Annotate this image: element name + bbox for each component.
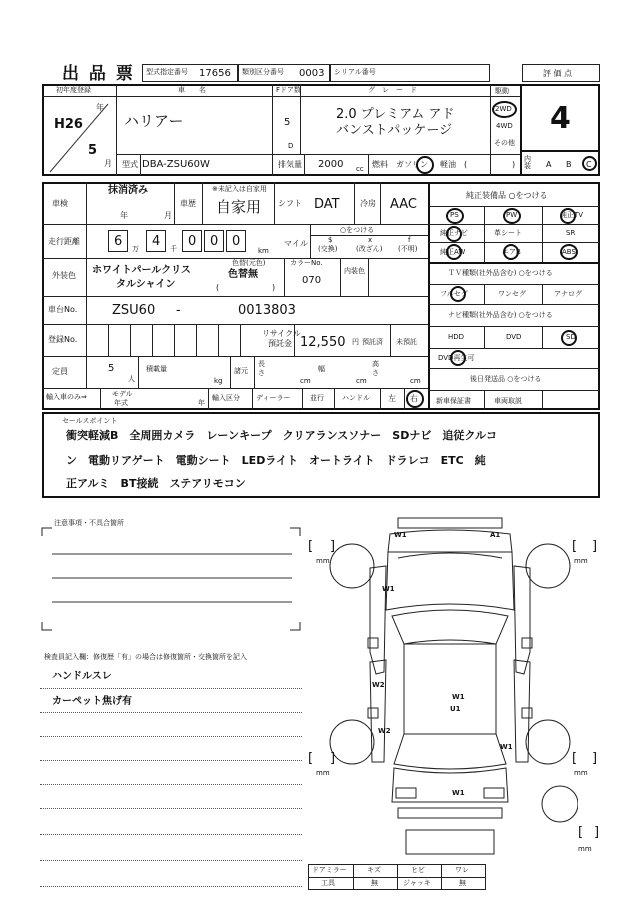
damage-mark: W1	[452, 693, 465, 701]
model-cert-label: 型式指定番号	[146, 68, 188, 76]
score-label-box	[522, 64, 600, 82]
form-title: 出 品 票	[62, 64, 135, 84]
tv-oneseg[interactable]: ワンセグ	[498, 290, 526, 298]
drive-2wd[interactable]: 2WD	[495, 105, 512, 113]
history-note: ※未記入は自家用	[212, 185, 267, 193]
length-unit: cm	[300, 377, 311, 385]
month-label: 月	[104, 159, 112, 168]
option-circle	[446, 208, 464, 224]
caution-label: 注意事項・不具合箇所	[54, 519, 124, 527]
tire-unit-rl: mm	[316, 769, 330, 777]
option-circle	[503, 244, 519, 260]
inspection-year: 年	[120, 211, 128, 220]
import-label: 輸入車のみ⇒	[46, 393, 87, 401]
model-label: 型式	[122, 160, 138, 169]
tv-selected-circle	[450, 286, 466, 302]
repaint-paren-open: (	[216, 283, 220, 292]
repaint-label: 色替(元色)	[232, 259, 266, 267]
mileage-unit-sen: 千	[170, 245, 177, 253]
grade-line2: バンストパッケージ	[336, 123, 453, 138]
option-genuine-tv[interactable]: 純正TV	[560, 211, 584, 219]
chassis-value1: ZSU60	[112, 303, 156, 318]
doors-suffix: D	[288, 142, 294, 150]
option-circle	[503, 208, 521, 224]
dvd-selected-circle	[450, 350, 466, 366]
fuel-other-close: )	[512, 160, 516, 169]
import-parallel[interactable]: 並行	[310, 394, 324, 402]
class-value: 0003	[299, 68, 325, 79]
option-genuine-aw[interactable]: 純正AW	[440, 248, 466, 256]
table-header: ワレ	[455, 866, 469, 874]
color-no-label: カラーNo.	[290, 259, 323, 267]
option-pw[interactable]: PW	[506, 211, 518, 219]
inspector-note-1: ハンドルスレ	[52, 671, 112, 682]
damage-mark: W1	[452, 789, 465, 797]
size-label: 諸元	[234, 367, 248, 375]
damage-mark: W2	[378, 727, 391, 735]
handle-label: ハンドル	[342, 394, 370, 402]
option-leather[interactable]: 革シート	[494, 229, 522, 237]
interior-selected-circle	[582, 156, 597, 171]
fuel-diesel[interactable]: 軽油	[440, 160, 456, 169]
tire-bracket-rl-open: [	[308, 751, 314, 766]
color-no-value: 070	[302, 275, 322, 286]
load-unit: kg	[214, 377, 223, 385]
capacity-value: 5	[108, 363, 115, 374]
mileage-unit-km: km	[258, 247, 269, 255]
option-circle	[446, 226, 462, 242]
sales-label: セールスポイント	[62, 417, 118, 425]
inspection-label: 車検	[52, 199, 68, 208]
mileage-digit-box	[226, 230, 246, 252]
mileage-digit-box	[182, 230, 202, 252]
damage-mark: A1	[490, 531, 501, 539]
interior-label: 内装	[524, 155, 531, 170]
mileage-digit: 6	[114, 234, 123, 249]
tire-unit-rr: mm	[574, 769, 588, 777]
model-year-label1: モデル	[112, 390, 133, 398]
tire-bracket-rr-close: ]	[592, 751, 598, 766]
meter-exchange[interactable]: (交換)	[318, 245, 338, 253]
option-circle	[560, 244, 578, 260]
tv-label: ＴＶ種類(社外品含む) ○をつける	[448, 269, 553, 277]
displacement-value: 2000	[318, 159, 344, 170]
option-ps[interactable]: PS	[450, 211, 459, 219]
sales-line2: ン 電動リアゲート 電動シート LEDライト オートライト ドラレコ ETC 純	[66, 454, 486, 467]
grade-label: グ レ ー ド	[368, 86, 417, 94]
load-label: 積載量	[146, 365, 167, 373]
option-circle	[560, 208, 576, 224]
navi-dvd[interactable]: DVD	[506, 333, 522, 341]
grade-line1: 2.0 プレミアム アド	[336, 107, 455, 122]
mileage-digit: 0	[188, 234, 197, 249]
recycle-paid[interactable]: 預託済	[362, 338, 383, 346]
displacement-label: 排気量	[278, 160, 302, 169]
mileage-digit-box	[108, 230, 128, 252]
mileage-unit-man: 万	[132, 245, 139, 253]
damage-mark: W1	[382, 585, 395, 593]
mileage-digit: 4	[152, 234, 161, 249]
displacement-unit: cc	[356, 165, 364, 173]
table-cell: ジャッキ	[403, 879, 431, 887]
interior-c[interactable]: C	[586, 160, 592, 169]
doors-value: 5	[284, 117, 291, 128]
option-circle	[446, 244, 462, 260]
import-dealer[interactable]: ディーラー	[256, 394, 291, 402]
width-unit: cm	[356, 377, 367, 385]
equipment-table	[308, 864, 486, 890]
tire-bracket-spare-close: ]	[594, 825, 600, 840]
mileage-digit-box	[146, 230, 166, 252]
damage-mark: W1	[500, 743, 513, 751]
table-cell: 工具	[321, 879, 335, 887]
interior-color-label: 内装色	[344, 267, 365, 275]
mileage-label: 走行距離	[48, 237, 80, 246]
damage-mark: W2	[372, 681, 385, 689]
date-divider-icon	[42, 96, 116, 176]
shift-value: DAT	[314, 197, 340, 212]
inspection-value: 抹消済み	[108, 185, 148, 196]
repaint-paren-close: )	[272, 283, 276, 292]
sales-line3: 正アルミ BT接続 ステアリモコン	[66, 477, 246, 490]
vehicle-name: ハリアー	[124, 112, 184, 130]
tire-bracket-rl-close: ]	[330, 751, 336, 766]
drive-selected-circle	[492, 101, 517, 118]
table-cell: 無	[459, 879, 466, 887]
serial-box	[330, 64, 490, 82]
chassis-value2: 0013803	[238, 303, 296, 318]
interior-a[interactable]: A	[546, 160, 552, 169]
model-year-label2: 年式	[114, 399, 128, 407]
inspector-note-2: カーペット焦げ有	[52, 696, 132, 707]
tire-bracket-fl-close: ]	[330, 539, 336, 554]
chassis-dash: -	[176, 303, 181, 318]
navi-selected-circle	[561, 330, 577, 346]
fuel-label: 燃料	[372, 160, 388, 169]
model-year-unit: 年	[198, 399, 205, 407]
car-damage-diagram	[318, 512, 578, 862]
length-label: 長さ	[258, 360, 265, 377]
tire-bracket-rr-open: [	[572, 751, 578, 766]
mile-label: マイル	[284, 239, 308, 248]
mileage-digit-box	[204, 230, 224, 252]
color-line1: ホワイトパールクリス	[92, 265, 191, 276]
serial-label: シリアル番号	[334, 68, 376, 76]
navi-sd[interactable]: SD	[566, 333, 576, 341]
interior-b[interactable]: B	[566, 160, 572, 169]
drive-label: 駆動	[495, 87, 509, 95]
recycle-unit: 円	[352, 338, 359, 346]
later-label: 後日発送品 ○をつける	[470, 375, 542, 383]
caution-frame	[40, 526, 302, 632]
option-genuine-navi[interactable]: 純正ナビ	[440, 229, 468, 237]
meter-tamper[interactable]: (改ざん)	[356, 245, 383, 253]
tire-bracket-fr-close: ]	[592, 539, 598, 554]
tire-unit-fr: mm	[574, 557, 588, 565]
navi-hdd[interactable]: HDD	[448, 333, 465, 341]
repaint-value: 色替無	[228, 269, 258, 280]
damage-mark: U1	[450, 705, 461, 713]
mileage-digit: 0	[210, 234, 219, 249]
year-label: 年	[96, 103, 104, 112]
color-line2: タルシャイン	[116, 279, 176, 290]
later-warranty[interactable]: 新車保証書	[436, 397, 471, 405]
tire-bracket-fl-open: [	[308, 539, 314, 554]
meter-exchange-sym: $	[328, 236, 333, 244]
option-airbag[interactable]: エアB	[502, 248, 521, 256]
height-unit: cm	[410, 377, 421, 385]
ac-value: AAC	[390, 197, 417, 212]
first-reg-label: 初年度登録	[56, 86, 91, 94]
height-label: 高さ	[372, 360, 379, 377]
score-label: 評 価 点	[543, 69, 573, 78]
import-class-label: 輸入区分	[212, 394, 240, 402]
handle-left[interactable]: 左	[388, 394, 396, 403]
table-cell: 無	[371, 879, 378, 887]
history-value: 自家用	[216, 198, 262, 216]
damage-mark: W1	[394, 531, 407, 539]
score-value: 4	[550, 101, 571, 136]
drive-4wd[interactable]: 4WD	[496, 122, 513, 130]
navi-label: ナビ種類(社外品含む) ○をつける	[448, 311, 553, 319]
ac-label: 冷房	[360, 199, 376, 208]
option-abs[interactable]: ABS	[562, 248, 576, 256]
color-label: 外装色	[52, 271, 76, 280]
meter-unknown-sym: f	[408, 236, 411, 244]
inspection-month: 月	[164, 211, 172, 220]
mileage-digit: 0	[232, 234, 241, 249]
handle-right[interactable]: 右	[410, 394, 418, 403]
tv-analog[interactable]: アナログ	[554, 290, 582, 298]
circle-note: ○をつける	[340, 226, 375, 234]
history-label: 車歴	[180, 199, 196, 208]
width-label: 幅	[318, 365, 325, 373]
handle-selected-circle	[406, 390, 424, 408]
inspector-label: 検査員記入欄：修復歴「有」の場合は修復箇所・交換箇所を記入	[44, 653, 247, 661]
tv-fullseg[interactable]: フルセグ	[440, 290, 468, 298]
class-box	[238, 64, 330, 82]
tire-bracket-fr-open: [	[572, 539, 578, 554]
model-cert-value: 17656	[199, 68, 231, 79]
option-sr[interactable]: SR	[566, 229, 576, 237]
recycle-label1: リサイクル	[262, 329, 301, 338]
dvd-play[interactable]: DVD再生可	[438, 354, 475, 362]
drive-other[interactable]: その他	[494, 139, 515, 147]
tire-bracket-spare-open: [	[578, 825, 584, 840]
capacity-label: 定員	[52, 367, 68, 376]
recycle-value: 12,550	[300, 335, 346, 350]
meter-unknown[interactable]: (不明)	[398, 245, 418, 253]
sales-line1: 衝突軽減B 全周囲カメラ レーンキープ クリアランスソナー SDナビ 追従クルコ	[66, 429, 498, 442]
name-label: 車 名	[178, 86, 206, 94]
table-header: キズ	[367, 866, 381, 874]
capacity-unit: 人	[128, 375, 135, 383]
reg-no-label: 登録No.	[48, 335, 78, 344]
table-header: ヒビ	[411, 866, 425, 874]
first-reg-year: H26	[54, 117, 83, 132]
recycle-label2: 預託金	[268, 339, 292, 348]
class-label: 類別区分番号	[242, 68, 284, 76]
tire-unit-fl: mm	[316, 557, 330, 565]
recycle-unpaid[interactable]: 未預託	[396, 338, 417, 346]
model-value: DBA-ZSU60W	[142, 159, 210, 170]
chassis-label: 車台No.	[48, 305, 78, 314]
fuel-other-open: (	[464, 160, 468, 169]
model-cert-box	[142, 64, 238, 82]
fuel-gasoline[interactable]: ガソリン	[396, 160, 428, 169]
table-header: ドアミラー	[312, 866, 347, 874]
genuine-label: 純正装備品 ○をつける	[466, 191, 548, 200]
tire-unit-spare: mm	[578, 845, 592, 853]
later-manual[interactable]: 車両取説	[494, 397, 522, 405]
fuel-selected-circle	[416, 156, 434, 174]
first-reg-month: 5	[88, 143, 98, 158]
shift-label: シフト	[278, 199, 302, 208]
doors-label: Fドア数	[276, 86, 301, 94]
meter-tamper-sym: x	[368, 236, 373, 244]
